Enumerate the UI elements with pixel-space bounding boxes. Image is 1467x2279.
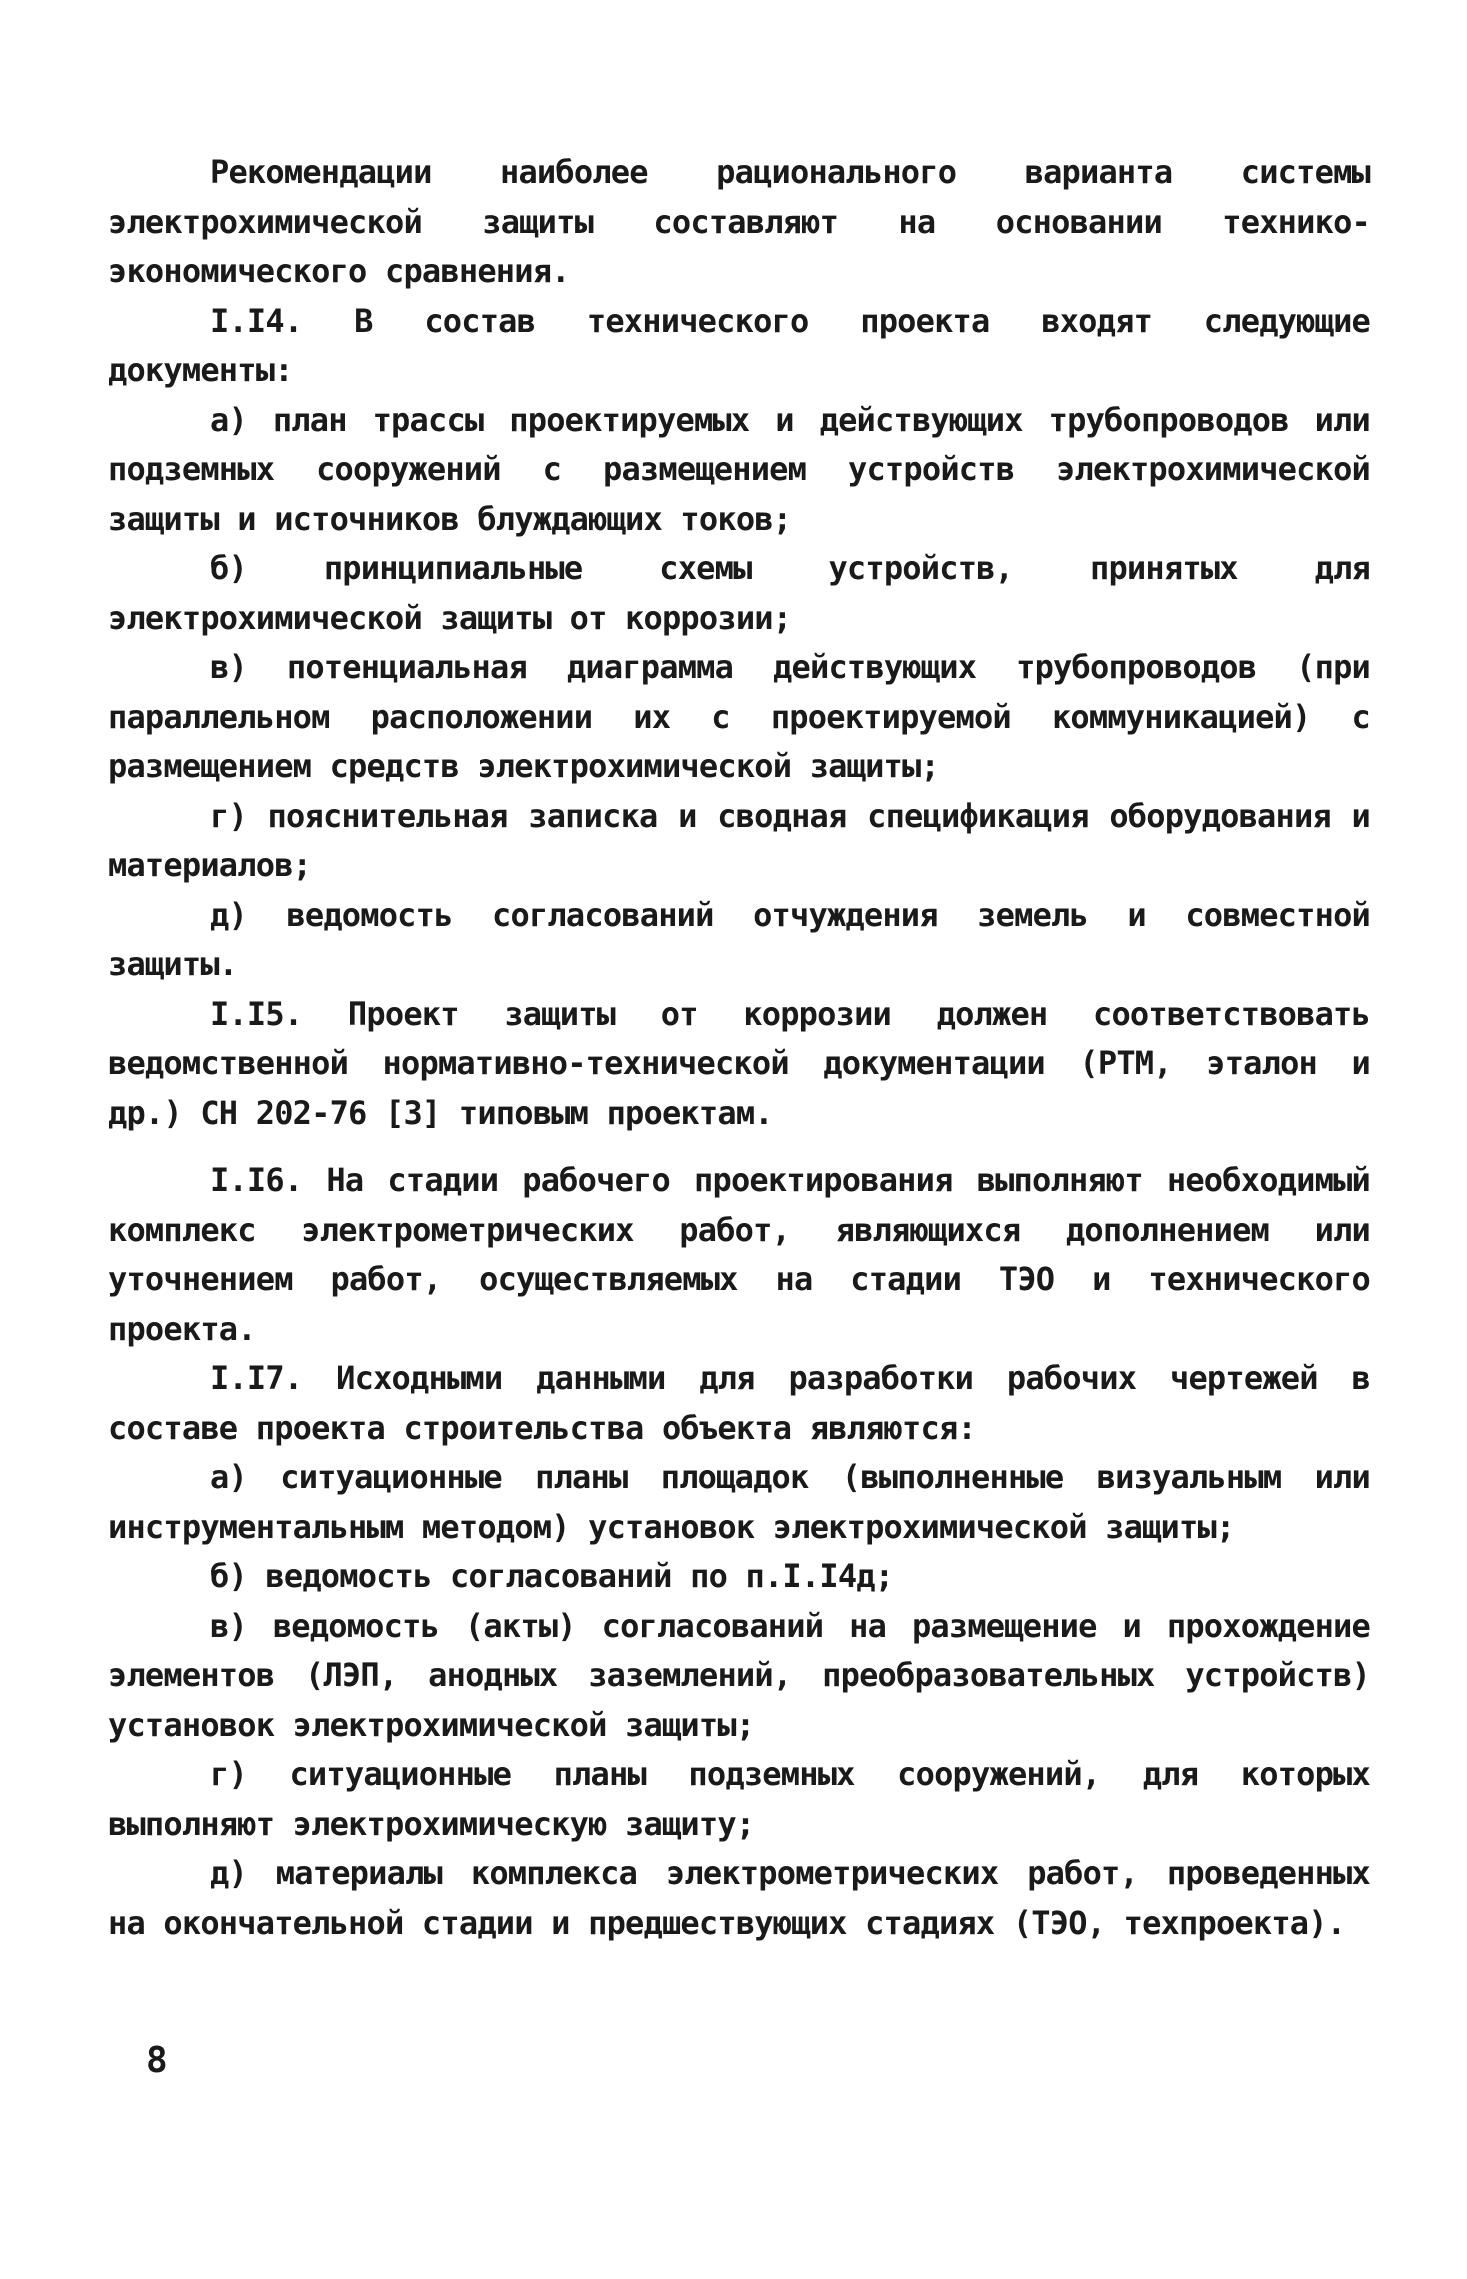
list-item-1-14-g: г) пояснительная записка и сводная спецификация оборудования и материалов;	[108, 796, 1370, 884]
page-number: 8	[146, 2040, 168, 2081]
document-body	[108, 148, 1370, 1948]
paragraph-1-14: I.I4. В состав технического проекта входят следующие документы:	[108, 301, 1370, 389]
paragraph-recommendations: Рекомендации наиболее рационального варианта системы электрохимической защиты составляют на основании технико-экономического сравнения.	[108, 153, 1370, 290]
list-item-1-17-d: д) материалы комплекса электрометрических работ, проведенных на окончательной стадии и предшествующих стадиях (ТЭО, техпроекта).	[108, 1854, 1370, 1942]
list-item-1-14-a: а) план трассы проектируемых и действующих трубопроводов или подземных сооружений с размещением устройств электрохимической защиты и источников блуждающих токов;	[108, 400, 1370, 538]
list-item-1-17-b: б) ведомость согласований по п.I.I4д;	[210, 1557, 894, 1595]
list-item-1-14-v: в) потенциальная диаграмма действующих трубопроводов (при параллельном расположении их с проектируемой коммуникацией) с размещением средств электрохимической защиты;	[108, 648, 1370, 785]
paragraph-1-15: I.I5. Проект защиты от коррозии должен соответствовать ведомственной нормативно-технической документации (РТМ, эталон и др.) СН 202-76 [3] типовым проектам.	[108, 994, 1370, 1132]
list-item-1-17-v: в) ведомость (акты) согласований на размещение и прохождение элементов (ЛЭП, анодных заземлений, преобразовательных устройств) установок электрохимической защиты;	[108, 1606, 1370, 1744]
list-item-1-17-a: а) ситуационные планы площадок (выполненные визуальным или инструментальным методом) установок электрохимической защиты;	[108, 1458, 1370, 1546]
list-item-1-14-b: б) принципиальные схемы устройств, принятых для электрохимической защиты от коррозии;	[108, 549, 1370, 637]
paragraph-1-16: I.I6. На стадии рабочего проектирования выполняют необходимый комплекс электрометрических работ, являющихся дополнением или уточнением работ, осуществляемых на стадии ТЭО и технического проекта.	[108, 1161, 1370, 1348]
list-item-1-14-d: д) ведомость согласований отчуждения земель и совместной защиты.	[108, 895, 1370, 983]
paragraph-1-17: I.I7. Исходными данными для разработки рабочих чертежей в составе проекта строительства объекта являются:	[108, 1359, 1370, 1447]
list-item-1-17-g: г) ситуационные планы подземных сооружений, для которых выполняют электрохимическую защиту;	[108, 1755, 1370, 1843]
